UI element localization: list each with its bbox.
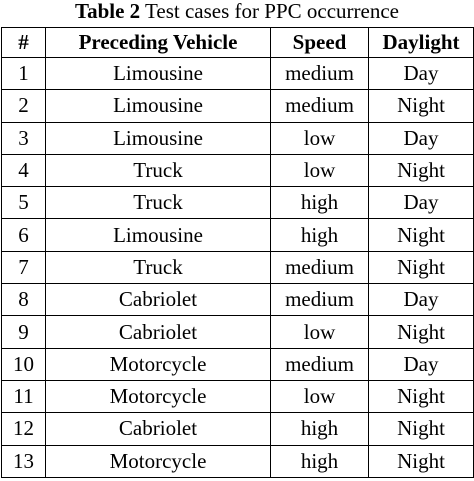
table-caption bbox=[0, 0, 474, 27]
table-row bbox=[2, 413, 474, 445]
header-preceding-vehicle: Preceding Vehicle bbox=[46, 28, 271, 58]
cell-daylight: Night bbox=[369, 380, 474, 412]
cell-vehicle: Truck bbox=[46, 154, 271, 186]
cell-vehicle: Limousine bbox=[46, 58, 271, 90]
table-row bbox=[2, 380, 474, 412]
cell-vehicle: Limousine bbox=[46, 90, 271, 122]
cell-vehicle: Motorcycle bbox=[46, 445, 271, 477]
cell-daylight: Day bbox=[369, 187, 474, 219]
cell-daylight: Night bbox=[369, 445, 474, 477]
cell-speed: high bbox=[271, 219, 369, 251]
table-row bbox=[2, 284, 474, 316]
cell-number: 10 bbox=[2, 348, 46, 380]
cell-daylight: Day bbox=[369, 348, 474, 380]
cell-number: 12 bbox=[2, 413, 46, 445]
cell-speed: medium bbox=[271, 58, 369, 90]
cell-speed: low bbox=[271, 122, 369, 154]
cell-daylight: Night bbox=[369, 219, 474, 251]
header-speed: Speed bbox=[271, 28, 369, 58]
header-daylight: Daylight bbox=[369, 28, 474, 58]
table-row bbox=[2, 316, 474, 348]
cell-daylight: Day bbox=[369, 58, 474, 90]
table-row bbox=[2, 90, 474, 122]
cell-number: 6 bbox=[2, 219, 46, 251]
cell-number: 9 bbox=[2, 316, 46, 348]
cell-vehicle: Limousine bbox=[46, 122, 271, 154]
cell-vehicle: Motorcycle bbox=[46, 348, 271, 380]
cell-daylight: Night bbox=[369, 251, 474, 283]
table-row bbox=[2, 348, 474, 380]
cell-vehicle: Truck bbox=[46, 251, 271, 283]
cell-speed: medium bbox=[271, 284, 369, 316]
cell-speed: high bbox=[271, 413, 369, 445]
cell-daylight: Day bbox=[369, 284, 474, 316]
cell-number: 8 bbox=[2, 284, 46, 316]
cell-vehicle: Limousine bbox=[46, 219, 271, 251]
table-row bbox=[2, 251, 474, 283]
cell-speed: medium bbox=[271, 348, 369, 380]
cell-speed: medium bbox=[271, 90, 369, 122]
cell-number: 11 bbox=[2, 380, 46, 412]
cell-daylight: Night bbox=[369, 316, 474, 348]
table-row bbox=[2, 445, 474, 477]
caption-label: Table 2 bbox=[75, 0, 141, 23]
cell-vehicle: Cabriolet bbox=[46, 413, 271, 445]
cell-number: 7 bbox=[2, 251, 46, 283]
cell-vehicle: Cabriolet bbox=[46, 316, 271, 348]
table-row bbox=[2, 154, 474, 186]
table-row bbox=[2, 187, 474, 219]
cell-number: 4 bbox=[2, 154, 46, 186]
table-row bbox=[2, 219, 474, 251]
cell-number: 1 bbox=[2, 58, 46, 90]
cell-speed: medium bbox=[271, 251, 369, 283]
table-row bbox=[2, 58, 474, 90]
header-row bbox=[2, 28, 474, 58]
cell-vehicle: Motorcycle bbox=[46, 380, 271, 412]
cell-speed: low bbox=[271, 316, 369, 348]
table-row bbox=[2, 122, 474, 154]
caption-text: Test cases for PPC occurrence bbox=[140, 0, 399, 23]
cell-daylight: Day bbox=[369, 122, 474, 154]
cell-vehicle: Truck bbox=[46, 187, 271, 219]
cell-number: 13 bbox=[2, 445, 46, 477]
cell-number: 2 bbox=[2, 90, 46, 122]
test-cases-table bbox=[1, 27, 474, 478]
cell-vehicle: Cabriolet bbox=[46, 284, 271, 316]
cell-daylight: Night bbox=[369, 413, 474, 445]
header-number: # bbox=[2, 28, 46, 58]
cell-daylight: Night bbox=[369, 154, 474, 186]
cell-daylight: Night bbox=[369, 90, 474, 122]
cell-speed: high bbox=[271, 445, 369, 477]
cell-speed: high bbox=[271, 187, 369, 219]
cell-number: 5 bbox=[2, 187, 46, 219]
cell-speed: low bbox=[271, 380, 369, 412]
cell-number: 3 bbox=[2, 122, 46, 154]
cell-speed: low bbox=[271, 154, 369, 186]
